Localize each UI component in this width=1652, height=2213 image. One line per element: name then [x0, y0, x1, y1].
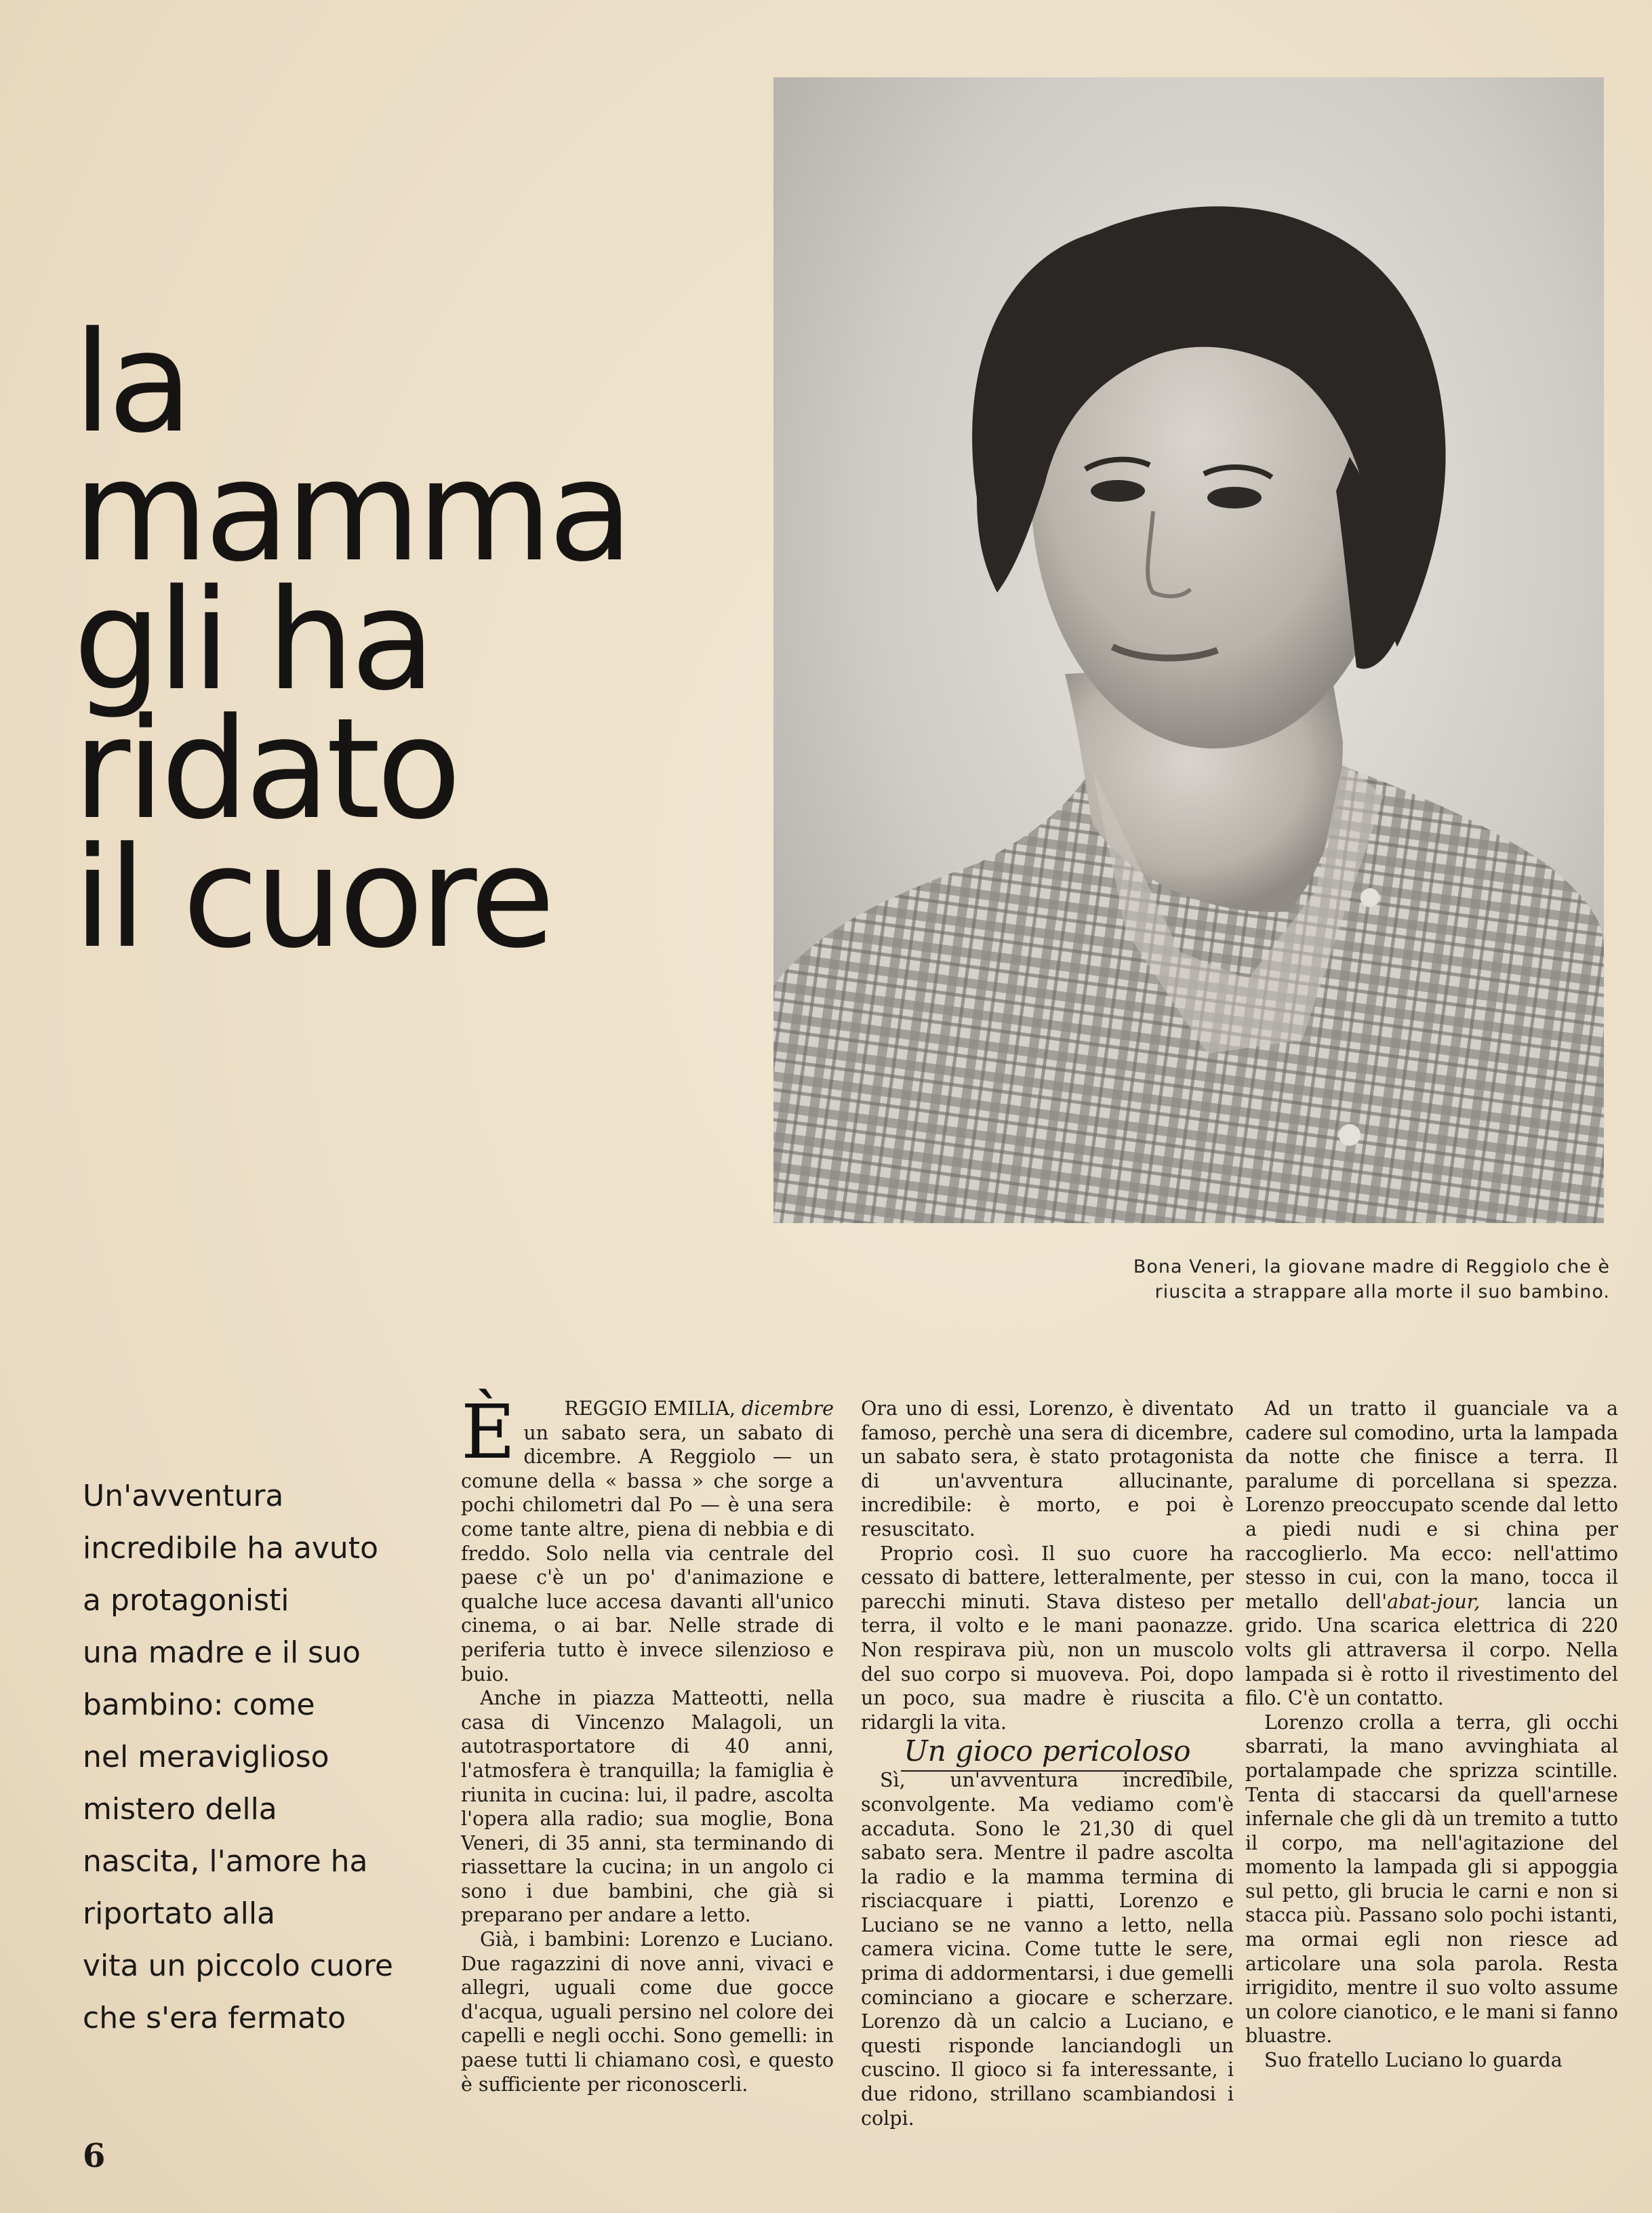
- subhead-text: Un gioco pericoloso: [901, 1734, 1193, 1772]
- standfirst-line: riportato alla: [83, 1896, 276, 1931]
- standfirst-line: nel meraviglioso: [83, 1740, 329, 1774]
- caption-line: riuscita a strappare alla morte il suo bambino.: [1154, 1281, 1610, 1302]
- standfirst-line: una madre e il suo: [83, 1635, 361, 1670]
- standfirst-line: mistero della: [83, 1792, 277, 1827]
- standfirst-line: nascita, l'amore ha: [83, 1844, 368, 1879]
- article-paragraph: Anche in piazza Matteotti, nella casa di Vincenzo Malagoli, un autotrasportatore di 40 anni, l'atmosfera è tranquilla; la famiglia è riunita in cucina: lui, il padre, ascolta l'opera alla radio; sua moglie, Bona Veneri, di 35 anni, sta terminando di riassettare la cucina; in un angolo ci sono i due bambini, che già si preparano per andare a letto.: [461, 1687, 834, 1927]
- article-paragraph: Ora uno di essi, Lorenzo, è diventato famoso, perchè una sera di dicembre, un sabato sera, è stato protagonista di un'avventura allucinante, incredibile: è morto, e poi è resuscitato.: [861, 1397, 1234, 1540]
- standfirst-line: che s'era fermato: [83, 2001, 346, 2035]
- headline-line: il cuore: [73, 818, 552, 979]
- standfirst-line: a protagonisti: [83, 1583, 289, 1618]
- standfirst-line: Un'avventura: [83, 1479, 284, 1513]
- article-paragraph: Lorenzo crolla a terra, gli occhi sbarrati, la mano avvinghiata al portalampade che sprizza scintille. Tenta di staccarsi da quell'arnese infernale che gli dà un tremito a tutto il corpo, ma nell'agitazione del momento la lampada gli si appoggia sul petto, gli brucia le carni e non si stacca più. Passano solo pochi istanti, ma ormai egli non riesce ad articolare una sola parola. Resta irrigidito, mentre il suo volto assume un colore cianotico, e le mani si fanno bluastre.: [1245, 1711, 1618, 2048]
- article-italic-term: abat-jour,: [1387, 1590, 1480, 1613]
- portrait-photo: [773, 77, 1604, 1223]
- article-subhead: [861, 1734, 1234, 1768]
- headline-line: gli ha: [73, 560, 432, 721]
- standfirst: [83, 1470, 449, 2044]
- article-column-1: [461, 1389, 834, 2096]
- article-text: Ad un tratto il guanciale va a cadere sul comodino, urta la lampada da notte che finisce a terra. Il paralume di porcellana si spezza. Lorenzo preoccupato scende dal letto a piedi nudi e si china per raccoglierlo. Ma ecco: nell'attimo stesso in cui, con la mano, tocca il metallo dell': [1245, 1397, 1618, 1613]
- article-paragraph: Già, i bambini: Lorenzo e Luciano. Due ragazzini di nove anni, vivaci e allegri, uguali come due gocce d'acqua, uguali persino nel colore dei capelli e negli occhi. Sono gemelli: in paese tutti li chiamano così, e questo è sufficiente per riconoscerli.: [461, 1928, 834, 2096]
- article-column-2: [861, 1397, 1234, 2130]
- drop-cap: È: [461, 1389, 516, 1475]
- standfirst-line: bambino: come: [83, 1688, 315, 1722]
- article-text: lancia un grido. Una scarica elettrica di 220 volts gli attraversa il corpo. Nella lampada si è rotto il rivestimento del filo. C'è un contatto.: [1245, 1590, 1618, 1710]
- portrait-illustration: [773, 77, 1604, 1223]
- article-paragraph: Sì, un'avventura incredibile, sconvolgente. Ma vediamo com'è accaduta. Sono le 21,30 di quel sabato sera. Mentre il padre ascolta la radio e la mamma termina di risciacquare i piatti, Lorenzo e Luciano se ne vanno a letto, nella camera vicina. Come tutte le sere, prima di addormentarsi, i due gemelli cominciano a giocare e scherzare. Lorenzo dà un calcio a Luciano, e questi risponde lanciandogli un cuscino. Il gioco si fa interessante, i due ridono, strillano scambiandosi i colpi.: [861, 1769, 1234, 2130]
- standfirst-line: incredibile ha avuto: [83, 1531, 378, 1566]
- headline-line: ridato: [73, 689, 458, 850]
- dateline-city: REGGIO EMILIA,: [564, 1397, 736, 1420]
- dateline: [461, 1397, 834, 1421]
- article-paragraph: Proprio così. Il suo cuore ha cessato di battere, letteralmente, per parecchi minuti. Stava disteso per terra, il volto e le mani paonazze. Non respirava più, non un muscolo del suo corpo si muoveva. Poi, dopo un poco, sua madre è riuscita a ridargli la vita.: [861, 1542, 1234, 1734]
- headline-line: la: [73, 302, 189, 464]
- dateline-month: dicembre: [742, 1397, 834, 1420]
- photo-caption: [949, 1254, 1610, 1304]
- article-paragraph: un sabato sera, un sabato di dicembre. A Reggiolo — un comune della « bassa » che sorge a pochi chilometri dal Po — è una sera come tante altre, piena di nebbia e di freddo. Solo nella via centrale del paese c'è un po' d'animazione e qualche luce accesa davanti all'unico cinema, o ai bar. Nelle strade di periferia tutto è invece silenzioso e buio.: [461, 1421, 834, 1686]
- headline: [73, 302, 751, 979]
- headline-line: mamma: [73, 431, 630, 593]
- page-number: 6: [83, 2137, 106, 2175]
- article-column-3: [1245, 1397, 1618, 2073]
- caption-line: Bona Veneri, la giovane madre di Reggiolo che è: [1133, 1256, 1610, 1277]
- article-paragraph: [1245, 1397, 1618, 1711]
- article-paragraph: Suo fratello Luciano lo guarda: [1264, 2049, 1563, 2072]
- standfirst-line: vita un piccolo cuore: [83, 1949, 394, 1983]
